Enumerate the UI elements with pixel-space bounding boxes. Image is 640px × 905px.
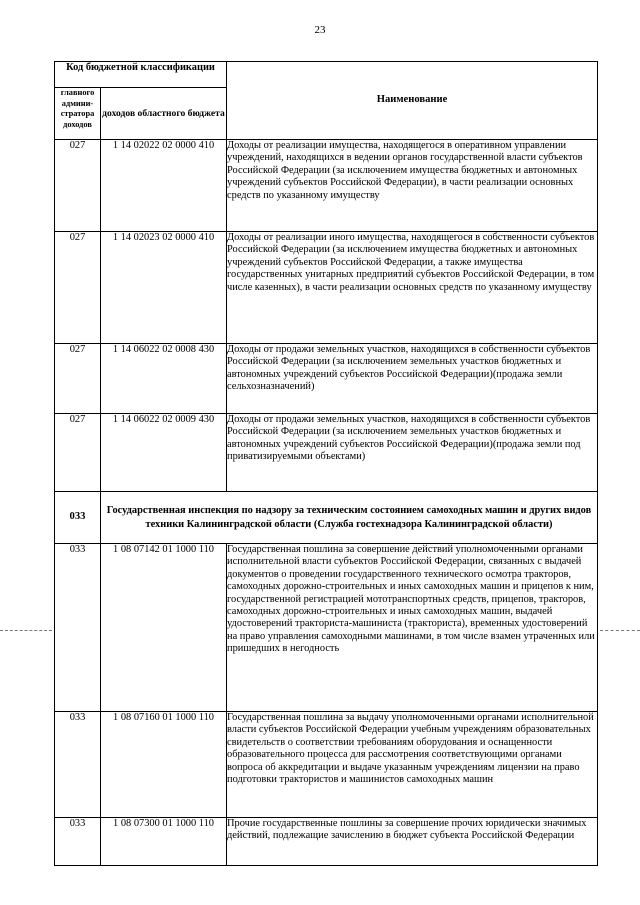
budget-code: 1 14 02022 02 0000 410 — [101, 140, 227, 232]
row-description: Доходы от продажи земельных участков, находящихся в собственности субъектов Российской Федерации (за исключением земельных участков бюджетных и автономных учреждений субъектов Российской Федерации)(продажа земли под приватизируемыми объектами) — [227, 414, 598, 492]
section-title: Государственная инспекция по надзору за техническим состоянием самоходных машин и других видов техники Калининградской области (Служба гостехнадзора Калининградской области) — [101, 492, 598, 544]
table-row — [55, 140, 598, 232]
admin-code: 033 — [55, 818, 101, 866]
fold-line-right — [600, 630, 640, 631]
header-code-group: Код бюджетной классификации — [55, 62, 227, 88]
header-name: Наименование — [227, 62, 598, 140]
row-description: Доходы от реализации иного имущества, находящегося в собственности субъектов Российской Федерации (за исключением имущества бюджетных и автономных учреждений субъектов Российской Федерации, а также имущества государственных унитарных предприятий субъектов Российской Федерации, в том числе казенных), в части реализации основных средств по указанному имуществу — [227, 232, 598, 344]
section-row — [55, 492, 598, 544]
table-row — [55, 344, 598, 414]
header-admin: главного админи-стратора доходов — [55, 88, 101, 140]
admin-code: 027 — [55, 414, 101, 492]
budget-code: 1 08 07300 01 1000 110 — [101, 818, 227, 866]
budget-code: 1 14 06022 02 0008 430 — [101, 344, 227, 414]
row-description: Доходы от реализации имущества, находящегося в оперативном управлении учреждений, находящихся в ведении органов государственной власти субъектов Российской Федерации (за исключением имущества бюджетных и автономных учреждений субъектов Российской Федерации), в части реализации основных средств по указанному имуществу — [227, 140, 598, 232]
row-description: Государственная пошлина за выдачу уполномоченными органами исполнительной власти субъектов Российской Федерации учебным учреждениям образовательных свидетельств о соответствии требованиям оборудования и оснащенности образовательного процесса для рассмотрения соответствующими органами вопроса об аккредитации и выдаче указанным учреждениям лицензии на право подготовки трактористов и машинистов самоходных машин — [227, 712, 598, 818]
row-description: Прочие государственные пошлины за совершение прочих юридически значимых действий, подлежащие зачислению в бюджет субъекта Российской Федерации — [227, 818, 598, 866]
page-number: 23 — [314, 24, 326, 36]
row-description: Государственная пошлина за совершение действий уполномоченными органами исполнительной власти субъектов Российской Федерации, связанных с выдачей документов о проведении государственного технического осмотра тракторов, самоходных дорожно-строительных и иных самоходных машин и прицепов к ним, государственной регистрацией мототранспортных средств, прицепов, тракторов, самоходных дорожно-строительных и иных самоходных машин, выдачей удостоверений тракториста-машиниста (тракториста), временных удостоверений на право управления самоходными машинами, в том числе взамен утраченных или пришедших в негодность — [227, 544, 598, 712]
admin-code: 033 — [55, 712, 101, 818]
table-row — [55, 414, 598, 492]
budget-code: 1 08 07142 01 1000 110 — [101, 544, 227, 712]
admin-code: 027 — [55, 140, 101, 232]
budget-code: 1 14 06022 02 0009 430 — [101, 414, 227, 492]
admin-code: 033 — [55, 544, 101, 712]
admin-code: 027 — [55, 344, 101, 414]
table-row — [55, 232, 598, 344]
header-income: доходов областного бюджета — [101, 88, 227, 140]
budget-code: 1 08 07160 01 1000 110 — [101, 712, 227, 818]
table-row — [55, 818, 598, 866]
row-description: Доходы от продажи земельных участков, находящихся в собственности субъектов Российской Федерации (за исключением земельных участков бюджетных и автономных учреждений субъектов Российской Федерации)(продажа земли сельхозназначений) — [227, 344, 598, 414]
admin-code: 027 — [55, 232, 101, 344]
budget-code: 1 14 02023 02 0000 410 — [101, 232, 227, 344]
table-row — [55, 712, 598, 818]
budget-classification-table — [54, 61, 598, 866]
section-admin-code: 033 — [55, 492, 101, 544]
table-row — [55, 544, 598, 712]
fold-line-left — [0, 630, 52, 631]
